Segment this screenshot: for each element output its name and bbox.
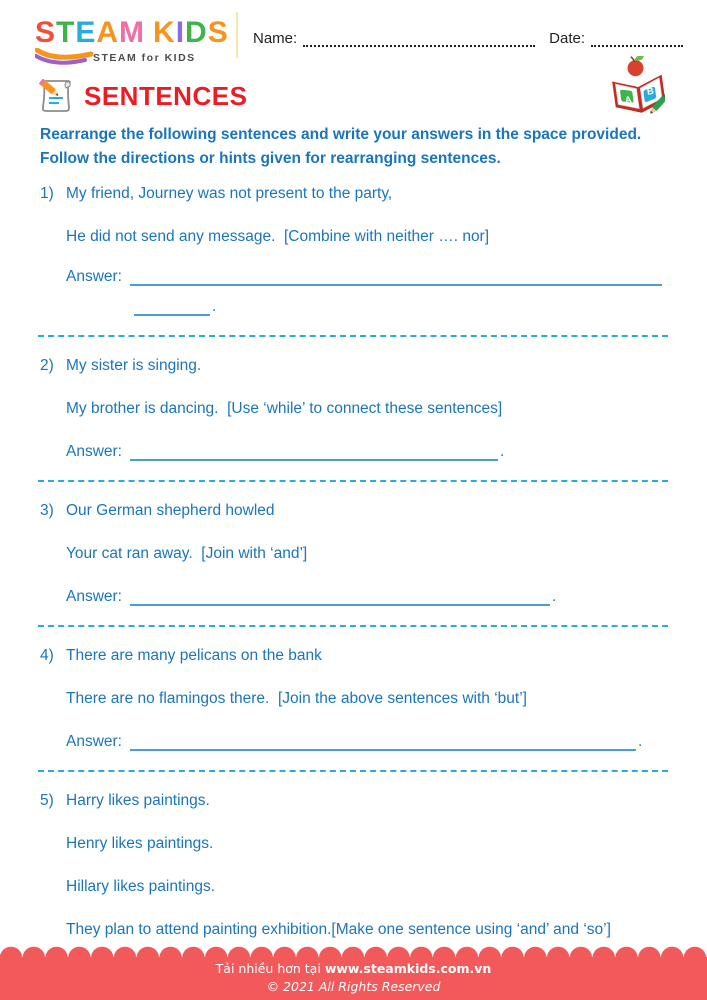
logo-letter: I <box>175 16 186 49</box>
question-sentence: My friend, Journey was not present to the party, <box>66 185 393 202</box>
footer-scallop-edge <box>0 944 707 957</box>
instructions <box>40 123 679 171</box>
question-sentence: My sister is singing. <box>66 357 202 374</box>
questions-list <box>40 185 668 1000</box>
logo-letter: D <box>185 16 208 49</box>
answer-period: . <box>552 588 557 605</box>
answer-period: . <box>638 733 643 750</box>
question-sentence: Harry likes paintings. <box>66 792 210 809</box>
answer-blank[interactable] <box>130 736 636 751</box>
question-sentence: Hillary likes paintings. <box>66 878 216 895</box>
question-sentence: Your cat ran away. [Join with ‘and’] <box>66 545 308 562</box>
instructions-line1: Rearrange the following sentences and write your answers in the space provided. <box>40 126 642 143</box>
memo-pencil-icon <box>38 79 74 113</box>
answer-period: . <box>500 443 505 460</box>
svg-text:A: A <box>624 94 633 107</box>
logo-letter: T <box>56 16 76 49</box>
footer-download-line <box>0 960 707 978</box>
question-3 <box>40 502 668 627</box>
footer-band <box>0 957 707 1000</box>
answer-period: . <box>212 298 217 315</box>
name-field[interactable] <box>303 33 535 47</box>
svg-text:B: B <box>646 85 655 98</box>
question-number: 2) <box>40 357 54 374</box>
answer-label: Answer: <box>66 443 122 460</box>
question-1 <box>40 185 668 337</box>
question-separator <box>38 335 668 337</box>
answer-blank[interactable] <box>130 446 498 461</box>
question-sentence: My brother is dancing. [Use ‘while’ to connect these sentences] <box>66 400 503 417</box>
logo-subtitle: STEAM for KIDS <box>93 52 196 64</box>
logo-letter: K <box>153 16 176 49</box>
logo-letter: A <box>96 16 120 49</box>
answer-blank[interactable] <box>130 271 662 286</box>
logo-swoosh-icon <box>35 48 95 66</box>
question-number: 4) <box>40 647 54 664</box>
question-sentence: There are no flamingos there. [Join the above sentences with ‘but’] <box>66 690 527 707</box>
question-number: 3) <box>40 502 54 519</box>
header-divider <box>236 12 238 58</box>
question-separator <box>38 480 668 482</box>
question-sentence: Our German shepherd howled <box>66 502 275 519</box>
footer-url[interactable]: www.steamkids.com.vn <box>324 961 492 976</box>
logo-letter: S <box>207 16 229 49</box>
question-sentence: They plan to attend painting exhibition.[Make one sentence using ‘and’ and ‘so’] <box>66 921 611 938</box>
logo-letter: S <box>35 16 57 49</box>
logo-letter: M <box>119 16 146 49</box>
logo-letter: E <box>75 16 97 49</box>
logo-wordmark <box>35 18 240 48</box>
steam-kids-logo <box>35 16 240 64</box>
instructions-line2: Follow the directions or hints given for rearranging sentences. <box>40 150 501 167</box>
question-sentence: There are many pelicans on the bank <box>66 647 322 664</box>
footer-copyright: © 2021 All Rights Reserved <box>266 979 441 994</box>
question-sentence: He did not send any message. [Combine with neither …. nor] <box>66 228 490 245</box>
question-sentence: Henry likes paintings. <box>66 835 214 852</box>
question-separator <box>38 770 668 772</box>
answer-blank-continued[interactable] <box>134 301 210 316</box>
date-field[interactable] <box>591 33 683 47</box>
page-title: SENTENCES <box>84 80 248 111</box>
date-label: Date: <box>549 30 585 47</box>
answer-blank[interactable] <box>130 591 550 606</box>
question-separator <box>38 625 668 627</box>
footer <box>0 944 707 1000</box>
question-2 <box>40 357 668 482</box>
answer-label: Answer: <box>66 588 122 605</box>
answer-label: Answer: <box>66 268 122 285</box>
apple-icon <box>626 59 644 77</box>
name-label: Name: <box>253 30 298 47</box>
name-date-row <box>253 30 683 47</box>
question-number: 5) <box>40 792 54 809</box>
question-number: 1) <box>40 185 54 202</box>
footer-more-at-text: Tải nhiều hơn tại <box>215 961 321 976</box>
title-row <box>38 78 707 114</box>
answer-label: Answer: <box>66 733 122 750</box>
book-abc-icon <box>611 56 665 114</box>
question-4 <box>40 647 668 772</box>
